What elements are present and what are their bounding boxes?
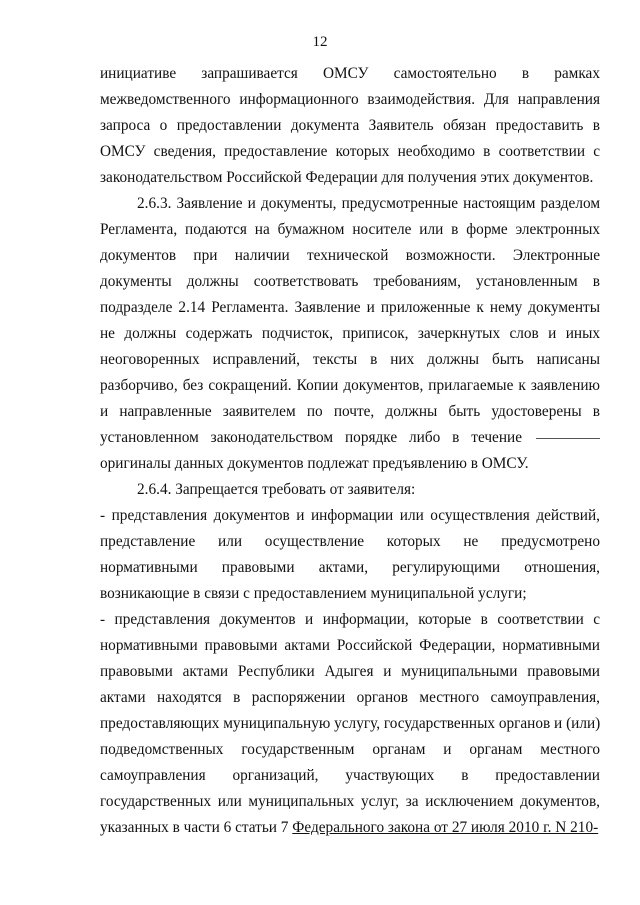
text-line: неоговоренных исправлений, тексты в них должны быть написаны (100, 351, 600, 368)
text-line: самоуправления организаций, участвующих в предоставлении (100, 767, 600, 784)
text-line: нормативными правовыми актами, регулирующими отношения, (100, 559, 600, 576)
text-line-with-blank (100, 425, 600, 451)
text-line: документов при наличии технической возможности. Электронные (100, 247, 600, 264)
text-line: Регламента, подаются на бумажном носителе или в форме электронных (100, 221, 600, 238)
text-line: государственных или муниципальных услуг, за исключением документов, (100, 793, 600, 810)
text-line: указанных в части 6 статьи 7 (100, 819, 289, 836)
text-line: подведомственных государственным органам и органам местного (100, 741, 600, 758)
text-line: и направленные заявителем по почте, должны быть удостоверены в (100, 403, 600, 420)
text-line: - представления документов и информации или осуществления действий, (100, 507, 600, 524)
paragraph-2-6-4-start: 2.6.4. Запрещается требовать от заявителя: (137, 481, 416, 498)
text-line: актами находятся в распоряжении органов местного самоуправления, (100, 689, 600, 706)
text-line: законодательством Российской Федерации для получения этих документов. (100, 169, 594, 186)
text-line: - представления документов и информации, которые в соответствии с (100, 611, 600, 628)
text-line: нормативными правовыми актами Российской Федерации, нормативными (100, 637, 600, 654)
text-line: предоставляющих муниципальную услугу, государственных органов и (или) (100, 715, 601, 732)
text-line: межведомственного информационного взаимодействия. Для направления (100, 91, 600, 108)
text-line: возникающие в связи с предоставлением муниципальной услуги; (100, 585, 527, 602)
text-line: запроса о предоставлении документа Заявитель обязан предоставить в (100, 117, 600, 134)
paragraph-2-6-3-start: 2.6.3. Заявление и документы, предусмотренные настоящим разделом (137, 195, 600, 212)
text-line-with-link (100, 815, 600, 841)
page-number: 12 (312, 34, 328, 50)
text-line: оригиналы данных документов подлежат предъявлению в ОМСУ. (100, 455, 529, 472)
blank-field (536, 437, 600, 439)
text-line: представление или осуществление которых не предусмотрено (100, 533, 600, 550)
text-line: документы должны соответствовать требованиям, установленным в (100, 273, 600, 290)
text-line: не должны содержать подчисток, приписок, зачеркнутых слов и иных (100, 325, 600, 342)
text-line: правовыми актами Республики Адыгея и муниципальными правовыми (100, 663, 600, 680)
text-line: инициативе запрашивается ОМСУ самостоятельно в рамках (100, 65, 600, 82)
text-line: ОМСУ сведения, предоставление которых необходимо в соответствии с (100, 143, 600, 160)
text-line: установленном законодательством порядке либо в течение (100, 429, 522, 446)
text-line: разборчиво, без сокращений. Копии документов, прилагаемые к заявлению (100, 377, 600, 394)
federal-law-link[interactable]: Федерального закона от 27 июля 2010 г. N 210- (292, 819, 599, 836)
text-line: подразделе 2.14 Регламента. Заявление и приложенные к нему документы (100, 299, 600, 316)
